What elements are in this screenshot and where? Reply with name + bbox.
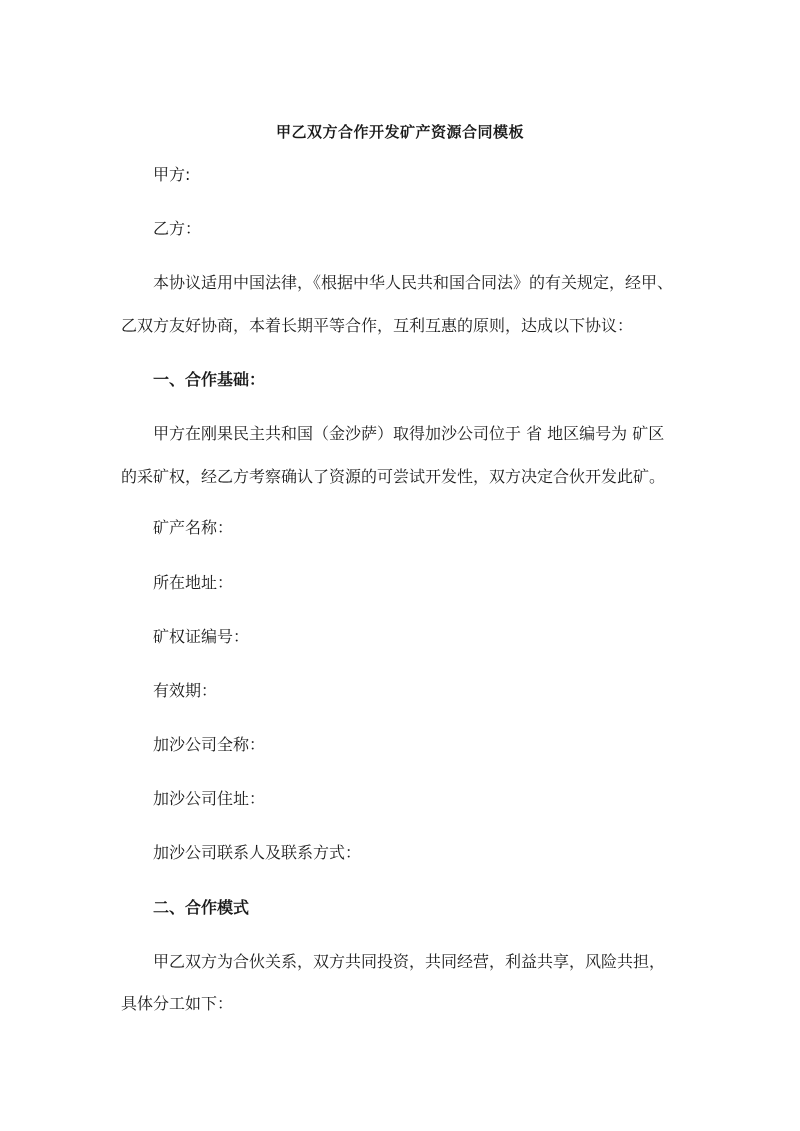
field-mineral-name: 矿产名称： (153, 518, 234, 537)
field-validity-period: 有效期： (153, 681, 218, 700)
field-company-full-name: 加沙公司全称： (153, 735, 266, 754)
party-b-label: 乙方： (153, 219, 202, 238)
document-title: 甲乙双方合作开发矿产资源合同模板 (275, 123, 524, 141)
preamble-line-2: 乙双方友好协商，本着长期平等合作，互利互惠的原则，达成以下协议： (121, 316, 634, 335)
section-2-paragraph-line-2: 具体分工如下： (121, 994, 234, 1013)
field-company-address: 加沙公司住址： (153, 789, 266, 808)
field-company-contact: 加沙公司联系人及联系方式： (153, 843, 362, 862)
section-1-paragraph-line-2: 的采矿权，经乙方考察确认了资源的可尝试开发性，双方决定合伙开发此矿。 (121, 467, 666, 486)
field-address: 所在地址： (153, 573, 234, 592)
party-a-label: 甲方: (153, 165, 191, 184)
section-2-paragraph-line-1: 甲乙双方为合伙关系，双方共同投资，共同经营，利益共享，风险共担， (153, 952, 666, 971)
section-2-heading: 二、合作模式 (153, 898, 250, 917)
section-1-paragraph-line-1: 甲方在刚果民主共和国（金沙萨）取得加沙公司位于 省 地区编号为 矿区 (153, 424, 665, 443)
section-1-heading: 一、合作基础： (153, 370, 266, 389)
preamble-line-1: 本协议适用中国法律，《根据中华人民共和国合同法》的有关规定，经甲、 (153, 273, 674, 292)
field-license-number: 矿权证编号： (153, 627, 250, 646)
